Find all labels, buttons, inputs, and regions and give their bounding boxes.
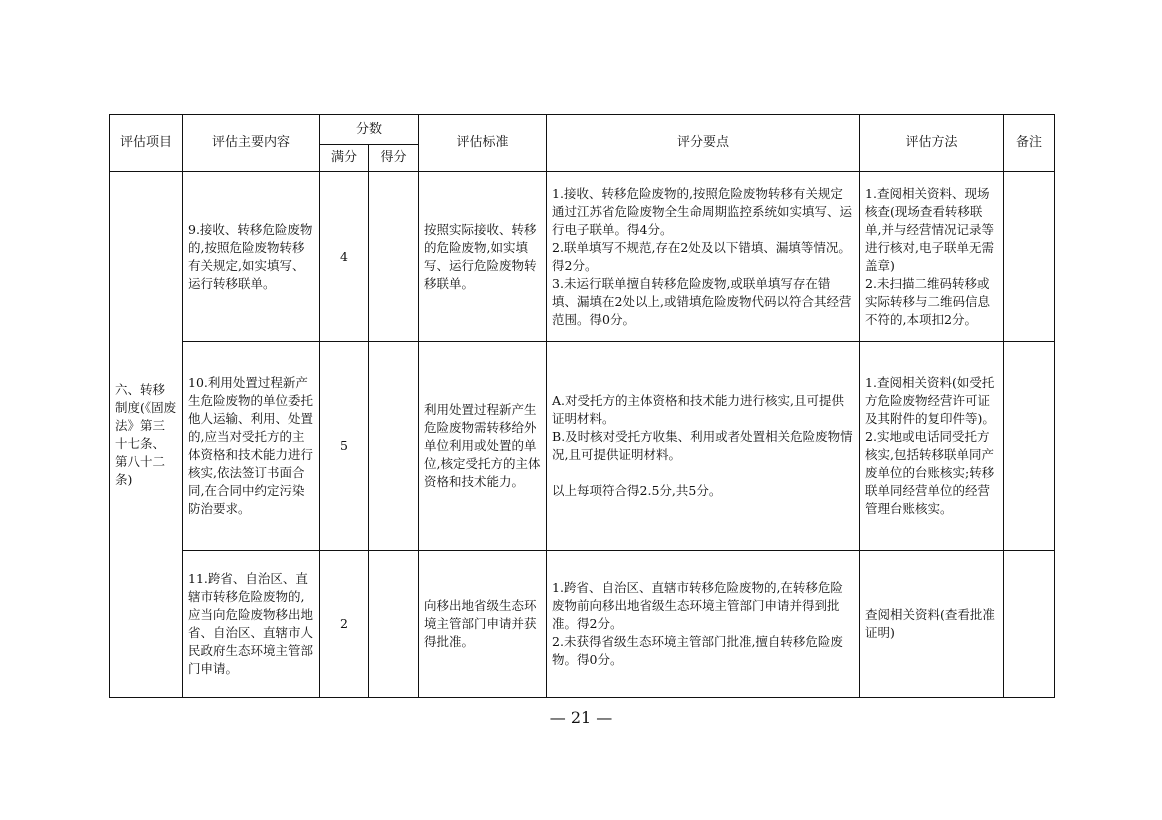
header-content: 评估主要内容 — [183, 115, 320, 172]
content-cell: 11.跨省、自治区、直辖市转移危险废物的,应当向危险废物移出地省、自治区、直辖市人民政府生态环境主管部门申请。 — [183, 551, 320, 698]
page-number: — 21 — — [549, 708, 613, 727]
method-cell: 1.查阅相关资料、现场核查(现场查看转移联单,并与经营情况记录等进行核对,电子联单无需盖章) 2.未扫描二维码转移或实际转移与二维码信息不符的,本项扣2分。 — [860, 172, 1004, 342]
evaluation-table — [109, 114, 1055, 698]
method-cell: 查阅相关资料(查看批准证明) — [860, 551, 1004, 698]
header-standard: 评估标准 — [419, 115, 547, 172]
content-cell: 10.利用处置过程新产生危险废物的单位委托他人运输、利用、处置的,应当对受托方的主体资格和技术能力进行核实,依法签订书面合同,在合同中约定污染防治要求。 — [183, 342, 320, 551]
points-cell: 1.跨省、自治区、直辖市转移危险废物的,在转移危险废物前向移出地省级生态环境主管部门申请并得到批准。得2分。 2.未获得省级生态环境主管部门批准,擅自转移危险废物。得0分。 — [547, 551, 860, 698]
standard-cell: 利用处置过程新产生危险废物需转移给外单位利用或处置的单位,核定受托方的主体资格和技术能力。 — [419, 342, 547, 551]
got-score-cell — [369, 172, 419, 342]
table-row — [110, 551, 1055, 698]
header-item: 评估项目 — [110, 115, 183, 172]
full-score-cell: 2 — [320, 551, 369, 698]
points-cell: 1.接收、转移危险废物的,按照危险废物转移有关规定通过江苏省危险废物全生命周期监控系统如实填写、运行电子联单。得4分。 2.联单填写不规范,存在2处及以下错填、漏填等情况。得2分。 3.未运行联单擅自转移危险废物,或联单填写存在错填、漏填在2处以上,或错填危险废物代码以符合其经营范围。得0分。 — [547, 172, 860, 342]
standard-cell: 按照实际接收、转移的危险废物,如实填写、运行危险废物转移联单。 — [419, 172, 547, 342]
remark-cell — [1004, 551, 1055, 698]
header-method: 评估方法 — [860, 115, 1004, 172]
points-cell: A.对受托方的主体资格和技术能力进行核实,且可提供证明材料。 B.及时核对受托方收集、利用或者处置相关危险废物情况,且可提供证明材料。 以上每项符合得2.5分,共5分。 — [547, 342, 860, 551]
got-score-cell — [369, 342, 419, 551]
remark-cell — [1004, 172, 1055, 342]
header-points: 评分要点 — [547, 115, 860, 172]
standard-cell: 向移出地省级生态环境主管部门申请并获得批准。 — [419, 551, 547, 698]
category-cell: 六、转移制度(《固废法》第三十七条、第八十二条) — [110, 172, 183, 698]
table-row — [110, 342, 1055, 551]
full-score-cell: 4 — [320, 172, 369, 342]
remark-cell — [1004, 342, 1055, 551]
header-score: 分数 — [320, 115, 419, 145]
header-remark: 备注 — [1004, 115, 1055, 172]
header-full-score: 满分 — [320, 145, 369, 172]
table-row — [110, 172, 1055, 342]
content-cell: 9.接收、转移危险废物的,按照危险废物转移有关规定,如实填写、运行转移联单。 — [183, 172, 320, 342]
got-score-cell — [369, 551, 419, 698]
header-got-score: 得分 — [369, 145, 419, 172]
full-score-cell: 5 — [320, 342, 369, 551]
method-cell: 1.查阅相关资料(如受托方危险废物经营许可证及其附件的复印件等)。 2.实地或电话同受托方核实,包括转移联单同产废单位的台账核实;转移联单同经营单位的经营管理台账核实。 — [860, 342, 1004, 551]
